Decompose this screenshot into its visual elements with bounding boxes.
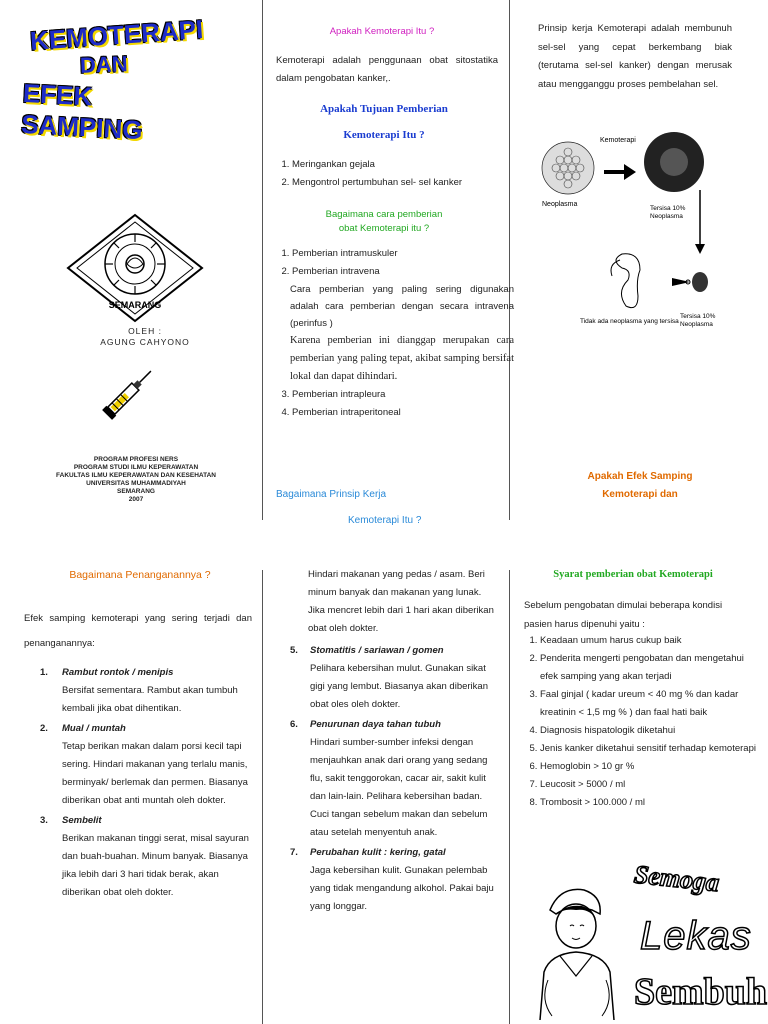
list-item: 1. Meringankan gejala [292, 156, 514, 174]
list-item: 2. Penderita mengerti pengobatan dan mengetahui efek samping yang akan terjadi [540, 650, 762, 686]
fold-line [262, 0, 263, 520]
title-line-1: KEMOTERAPI [29, 13, 205, 57]
method2-serif: Karena pemberian ini dianggap merupakan cara pemberian yang paling tepat, akibat samping bersifat lokal dan dapat dihindari. [290, 335, 514, 382]
answer-what-is: Kemoterapi adalah penggunaan obat sitostatika dalam pengobatan kanker,. [276, 55, 498, 84]
item-text: Tetap berikan makan dalam porsi kecil tapi sering. Hindari makanan yang terlalu manis, berminyak/ berlemak dan permen. Biasanya diberikan obat anti muntah oleh dokter. [62, 741, 248, 806]
item-text: Pelihara kebersihan mulut. Gunakan sikat gigi yang lembut. Biasanya akan diberikan obat oles oleh dokter. [310, 663, 488, 710]
seal-bottom-text: SEMARANG [108, 300, 162, 310]
city: SEMARANG [117, 488, 155, 495]
fold-line [509, 570, 510, 1024]
question-principle-line1: Bagaimana Prinsip Kerja [276, 489, 387, 500]
item-number: 2. [40, 723, 48, 734]
question-side-effects-line2: Kemoterapi dan [602, 489, 678, 500]
item-title: Sembelit [62, 815, 102, 826]
label-tersisa-2a: Tersisa 10% [680, 313, 716, 320]
heading-handling: Bagaimana Penanganannya ? [69, 569, 211, 581]
university: UNIVERSITAS MUHAMMADIYAH [86, 480, 186, 487]
question-side-effects-line1: Apakah Efek Samping [587, 471, 693, 482]
list-item [290, 642, 498, 714]
item-number: 7. [290, 847, 298, 858]
chemo-effect-diagram [540, 120, 740, 340]
label-kemoterapi: Kemoterapi [600, 137, 636, 144]
item-text: Hindari sumber-sumber infeksi dengan menjauhkan anak dari orang yang sedang flu, sakit tenggorokan, cacar air, sakit kulit dan lain-lain. Pelihara kebersihan badan. Cuci tangan sebelum makan dan sebelum atau setelah menyentuh anak. [310, 737, 488, 838]
item-title: Stomatitis / sariawan / gomen [310, 645, 444, 656]
item-text: Berikan makanan tinggi serat, misal sayuran dan buah-buahan. Minum banyak. Biasanya jika lebih dari 3 hari tidak berak, akan diberikan obat oleh dokter. [62, 833, 249, 898]
list-item: 3. Pemberian intrapleura [292, 386, 514, 404]
wordart-lekas: Lekas [640, 914, 752, 958]
question-what-is: Apakah Kemoterapi Itu ? [329, 26, 435, 37]
list-item [290, 716, 498, 842]
title-line-2: DAN [79, 51, 129, 78]
question-how-line2: obat Kemoterapi itu ? [338, 223, 430, 234]
institution-block [30, 456, 242, 504]
label-tersisa-1a: Tersisa 10% [650, 205, 686, 212]
item-title: Mual / muntah [62, 723, 126, 734]
question-goals [272, 96, 496, 148]
question-how-line1: Bagaimana cara pemberian [325, 209, 443, 220]
side-effects-list-1 [42, 664, 252, 902]
list-item: 8. Trombosit > 100.000 / ml [540, 794, 762, 812]
title-line-3: EFEK SAMPING [20, 77, 144, 146]
list-item: 7. Leucosit > 5000 / ml [540, 776, 762, 794]
item-title: Rambut rontok / menipis [62, 667, 174, 678]
item-text: Jaga kebersihan kulit. Gunakan pelembab yang tidak mengandung alkohol. Pakai baju yang longgar. [310, 865, 494, 912]
author-name: AGUNG CAHYONO [100, 337, 190, 347]
wordart-semoga: Semoga [632, 859, 721, 898]
label-neoplasma: Neoplasma [542, 201, 578, 208]
program-studi: PROGRAM STUDI ILMU KEPERAWATAN [73, 464, 199, 471]
side-effects-list-2 [290, 642, 498, 916]
author-block [60, 326, 230, 348]
program-ners: PROGRAM PROFESI NERS [93, 456, 179, 463]
list-item: 5. Jenis kanker diketahui sensitif terhadap kemoterapi [540, 740, 762, 758]
list-item: 3. Faal ginjal ( kadar ureum < 40 mg % dan kadar kreatinin < 1,5 mg % ) dan faal hati baik [540, 686, 762, 722]
list-item: 6. Hemoglobin > 10 gr % [540, 758, 762, 776]
item-number: 1. [40, 667, 48, 678]
question-how [272, 208, 496, 236]
list-item [42, 812, 252, 902]
author-label: OLEH : [128, 326, 162, 336]
list-item: 4. Diagnosis hispatologik diketahui [540, 722, 762, 740]
list-item [290, 844, 498, 916]
wordart-sembuh: Sembuh [634, 971, 768, 1013]
list-item [292, 263, 514, 386]
list-item: 2. Mengontrol pertumbuhan sel- sel kanker [292, 174, 514, 192]
question-goals-line2: Kemoterapi Itu ? [343, 129, 425, 141]
fold-line [262, 570, 263, 1024]
syringe-icon [98, 362, 160, 424]
heading-requirements: Syarat pemberian obat Kemoterapi [553, 569, 713, 580]
question-principle [276, 482, 496, 534]
handling-intro: Efek samping kemoterapi yang sering terjadi dan penanganannya: [24, 613, 252, 649]
item-number: 6. [290, 719, 298, 730]
principle-text: Prinsip kerja Kemoterapi adalah membunuh sel-sel yang cepat berkembang biak (terutama sel-sel kanker) dengan merusak atau mengganggu proses pembelahan sel. [538, 23, 732, 90]
item-number: 5. [290, 645, 298, 656]
year: 2007 [128, 496, 144, 503]
item-title: Penurunan daya tahan tubuh [310, 719, 441, 730]
item-text: Bersifat sementara. Rambut akan tumbuh kembali jika obat dihentikan. [62, 685, 238, 714]
list-item: 1. Pemberian intramuskuler [292, 245, 514, 263]
item-number: 3. [40, 815, 48, 826]
nurse-illustration [520, 880, 632, 1020]
question-side-effects [540, 468, 740, 504]
faculty: FAKULTAS ILMU KEPERAWATAN DAN KESEHATAN [56, 472, 216, 479]
requirements-intro: Sebelum pengobatan dimulai beberapa kondisi pasien harus dipenuhi yaitu : [524, 600, 723, 630]
university-seal [65, 212, 205, 324]
question-goals-line1: Apakah Tujuan Pemberian [320, 103, 448, 115]
title-wordart [20, 13, 205, 146]
label-tidak-ada: Tidak ada neoplasma yang tersisa [580, 318, 679, 325]
list-item [42, 664, 252, 718]
item-title: Perubahan kulit : kering, gatal [310, 847, 446, 858]
requirements-list [524, 632, 762, 812]
label-tersisa-2b: Neoplasma [680, 321, 713, 328]
list-item: 4. Pemberian intraperitoneal [292, 404, 514, 422]
list-item: 1. Keadaan umum harus cukup baik [540, 632, 762, 650]
continued-text: Hindari makanan yang pedas / asam. Beri minum banyak dan makanan yang lunak. Jika mencret lebih dari 1 hari akan diberikan obat oleh dokter. [308, 569, 494, 634]
methods-list [276, 245, 514, 422]
label-tersisa-1b: Neoplasma [650, 213, 683, 220]
method2-detail: Cara pemberian yang paling sering digunakan adalah cara pemberian dengan secara intravena (perinfus ) [290, 284, 514, 329]
list-item [42, 720, 252, 810]
goals-list [276, 156, 514, 192]
list-item-label: Pemberian intravena [292, 266, 380, 277]
question-principle-line2: Kemoterapi Itu ? [348, 515, 422, 526]
